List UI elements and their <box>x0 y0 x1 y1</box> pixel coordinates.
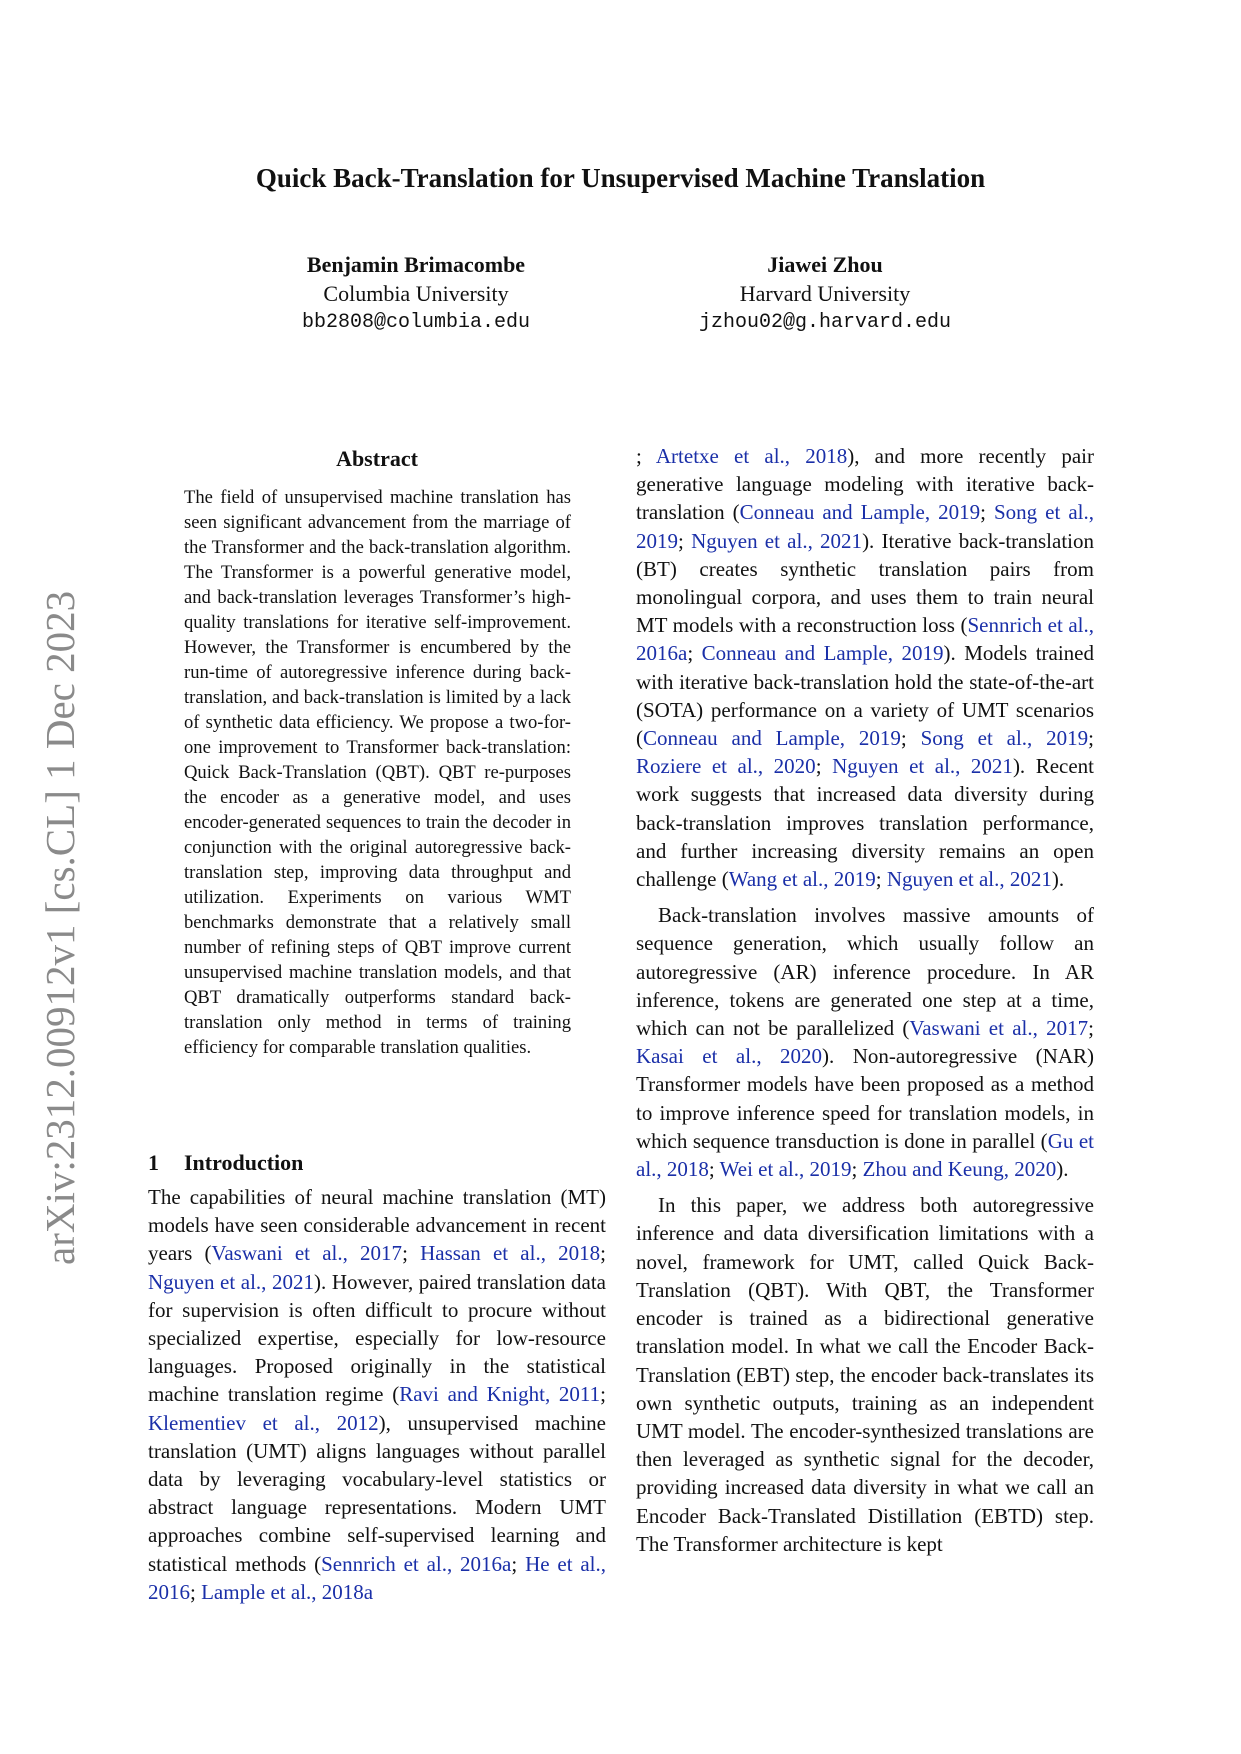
paragraph-text: ; <box>687 641 702 666</box>
citation-link[interactable]: Zhou and Keung, 2020 <box>862 1157 1057 1182</box>
citation-link[interactable]: Lample et al., 2018a <box>201 1579 374 1604</box>
paragraph-text: ; <box>190 1579 202 1604</box>
paragraph-text: ; <box>511 1551 526 1576</box>
section-title: Introduction <box>184 1150 304 1175</box>
left-column <box>148 1183 606 1606</box>
section-number: 1 <box>148 1150 159 1175</box>
citation-link[interactable]: Gu et al., 2018 <box>636 1128 1095 1182</box>
paragraph-text: ). Models trained with iterative back-translation hold the state-of-the-art (SOTA) performance on a variety of UMT scenarios ( <box>636 641 1095 751</box>
intro-paragraph-2 <box>636 901 1094 1183</box>
section-heading <box>148 1150 303 1176</box>
citation-link[interactable]: Nguyen et al., 2021 <box>148 1269 315 1294</box>
author-block <box>605 250 1045 337</box>
citation-link[interactable]: Hassan et al., 2018 <box>420 1241 601 1266</box>
right-column <box>636 442 1094 1558</box>
paragraph-text: ). Iterative back-translation (BT) creates synthetic translation pairs from monolingual corpora, and uses them to train neural MT models with a reconstruction loss ( <box>636 528 1094 638</box>
citation-link[interactable]: Vaswani et al., 2017 <box>211 1241 403 1266</box>
citation-link[interactable]: Conneau and Lample, 2019 <box>701 641 944 666</box>
paragraph-text: ; <box>402 1241 421 1266</box>
paragraph-text: ). Non-autoregressive (NAR) Transformer models have been proposed as a method to improve inference speed for translation models, in which sequence transduction is done in parallel ( <box>636 1044 1094 1153</box>
intro-paragraph-1-continued <box>636 442 1094 893</box>
author-name: Benjamin Brimacombe <box>306 252 526 277</box>
paragraph-text: ; <box>708 1157 720 1182</box>
citation-link[interactable]: Vaswani et al., 2017 <box>909 1016 1089 1041</box>
intro-paragraph-1 <box>148 1183 606 1606</box>
arxiv-identifier: arXiv:2312.00912v1 [cs.CL] 1 Dec 2023 <box>37 590 83 1265</box>
paragraph-text: The capabilities of neural machine translation (MT) models have seen considerable advancement in recent years ( <box>148 1185 606 1266</box>
citation-link[interactable]: Roziere et al., 2020 <box>636 754 816 779</box>
paragraph-text: ; <box>815 754 833 779</box>
citation-link[interactable]: Nguyen et al., 2021 <box>691 528 863 553</box>
abstract-heading: Abstract <box>336 446 418 471</box>
author-affiliation: Columbia University <box>323 281 509 306</box>
author-email[interactable]: jzhou02@g.harvard.edu <box>698 311 952 334</box>
paragraph-text: ; <box>678 528 692 553</box>
citation-link[interactable]: Conneau and Lample, 2019 <box>739 500 981 525</box>
paragraph-text: ). <box>1051 867 1065 892</box>
citation-link[interactable]: Sennrich et al., 2016a <box>636 613 1094 666</box>
citation-link[interactable]: Conneau and Lample, 2019 <box>643 726 901 751</box>
paragraph-text: ; <box>636 444 656 468</box>
citation-link[interactable]: Nguyen et al., 2021 <box>886 867 1052 892</box>
paragraph-text: ; <box>900 726 921 751</box>
citation-link[interactable]: Artetxe et al., 2018 <box>655 444 848 468</box>
paragraph-text: ; <box>851 1157 863 1182</box>
intro-paragraph-3: In this paper, we address both autoregressive inference and data diversification limitations with a novel, framework for UMT, called Quick Back-Translation (QBT). With QBT, the Transformer encoder is trained as a bidirectional generative translation model. In what we call the Encoder Back-Translation (EBT) step, the encoder back-translates its own synthetic outputs, training as an independent UMT model. The encoder-synthesized translations are then leveraged as synthetic signal for the decoder, providing increased data diversity in what we call an Encoder Back-Translated Distillation (EBTD) step. The Transformer architecture is kept <box>636 1193 1094 1556</box>
paragraph-text: ). <box>1056 1157 1069 1182</box>
author-affiliation: Harvard University <box>739 281 911 306</box>
paragraph-text: ), unsupervised machine translation (UMT) aligns languages without parallel data by leveraging vocabulary-level statistics or abstract language representations. Modern UMT approaches combine self-supervised learning and statistical methods ( <box>148 1410 606 1576</box>
paragraph-text: ; <box>600 1382 606 1407</box>
citation-link[interactable]: Wei et al., 2019 <box>719 1157 852 1182</box>
citation-link[interactable]: Kasai et al., 2020 <box>636 1044 823 1069</box>
author-email[interactable]: bb2808@columbia.edu <box>301 311 531 334</box>
citation-link[interactable]: Wang et al., 2019 <box>728 867 876 892</box>
paragraph-text: ; <box>1088 1016 1094 1041</box>
paragraph-text: ; <box>875 867 887 892</box>
paragraph-text: ), and more recently pair generative language modeling with iterative back-translation ( <box>636 444 1094 525</box>
author-name: Jiawei Zhou <box>767 252 883 277</box>
paper-title: Quick Back-Translation for Unsupervised Machine Translation <box>255 163 986 193</box>
paragraph-text: ; <box>600 1241 606 1266</box>
citation-link[interactable]: Nguyen et al., 2021 <box>832 754 1013 779</box>
author-block <box>196 250 636 337</box>
paragraph-text: Back-translation involves massive amounts of sequence generation, which usually follow an autoregressive (AR) inference procedure. In AR inference, tokens are generated one step at a time, which can not be parallelized ( <box>636 903 1094 1041</box>
abstract-body <box>184 485 571 1060</box>
paragraph-text: ). However, paired translation data for supervision is often difficult to procure without specialized expertise, especially for low-resource languages. Proposed originally in the statistical machine translation regime ( <box>148 1269 607 1407</box>
citation-link[interactable]: Song et al., 2019 <box>636 500 1095 553</box>
citation-link[interactable]: Sennrich et al., 2016a <box>321 1551 512 1576</box>
paragraph-text: ). Recent work suggests that increased data diversity during back-translation improves translation performance, and further increasing diversity remains an open challenge ( <box>636 754 1095 892</box>
citation-link[interactable]: He et al., 2016 <box>148 1551 607 1604</box>
citation-link[interactable]: Song et al., 2019 <box>920 726 1089 751</box>
abstract-text: The field of unsupervised machine translation has seen significant advancement from the marriage of the Transformer and the back-translation algorithm. The Transformer is a powerful generative model, and back-translation leverages Transformer’s high-quality translations for iterative self-improvement. However, the Transformer is encumbered by the run-time of autoregressive inference during back-translation, and back-translation is limited by a lack of synthetic data efficiency. We propose a two-for-one improvement to Transformer back-translation: Quick Back-Translation (QBT). QBT re-purposes the encoder as a generative model, and uses encoder-generated sequences to train the decoder in conjunction with the original autoregressive back-translation step, improving data throughput and utilization. Experiments on various WMT benchmarks demonstrate that a relatively small number of refining steps of QBT improve current unsupervised machine translation models, and that QBT dramatically outperforms standard back-translation only method in terms of training efficiency for comparable translation qualities. <box>184 487 571 1058</box>
paragraph-text: ; <box>980 500 994 525</box>
citation-link[interactable]: Klementiev et al., 2012 <box>148 1410 379 1435</box>
paragraph-text: ; <box>1088 726 1094 751</box>
citation-link[interactable]: Ravi and Knight, 2011 <box>399 1382 601 1407</box>
